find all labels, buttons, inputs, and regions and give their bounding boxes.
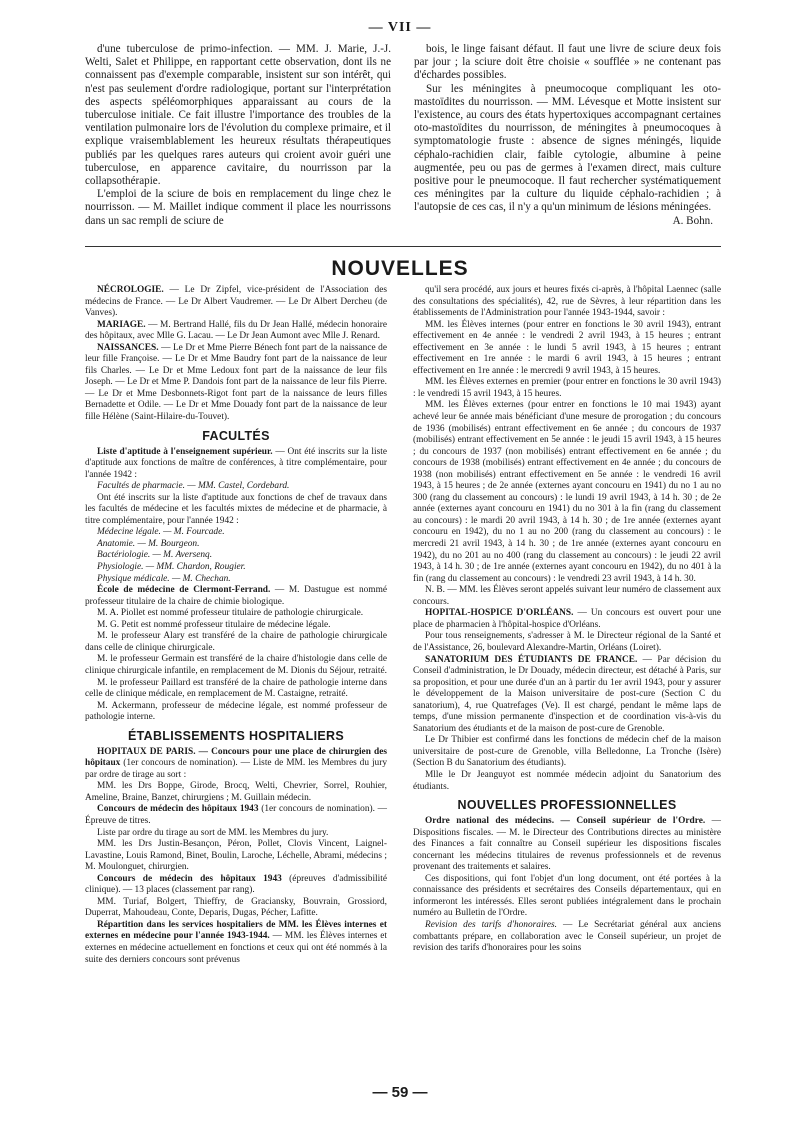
paragraph-text: (épreuves d'admissibilité clinique). — 13 places (classement par rang). <box>85 873 387 896</box>
paragraph-text: Liste par ordre du tirage au sort de MM. les Membres du jury. <box>97 827 329 838</box>
news-paragraph <box>85 828 387 840</box>
news-paragraph <box>85 285 387 320</box>
top-right-column <box>414 43 721 228</box>
lead-in-bold: MARIAGE. <box>97 319 146 330</box>
news-paragraph <box>413 585 721 608</box>
news-paragraph <box>85 701 387 724</box>
news-paragraph <box>85 320 387 343</box>
news-paragraph <box>85 574 387 586</box>
news-paragraph <box>85 804 387 827</box>
lead-in-bold: École de médecine de Clermont-Ferrand. <box>97 585 271 596</box>
article-paragraph: bois, le linge faisant défaut. Il faut une livre de sciure deux fois par jour ; la sciure doit être choisie « soufflée » ne contenant pas d'échardes possibles. <box>414 43 721 82</box>
paragraph-text: Pour tous renseignements, s'adresser à M. le Directeur régional de la Santé et de l'Assistance, 26, boulevard Alexandre-Martin, Orléans (Loiret). <box>413 631 721 653</box>
paragraph-text: — Le Dr et Mme Pierre Bénech font part de la naissance de leur fille Françoise. — Le Dr et Mme Baudry font part de la naissance de leur fils Charles. — Le Dr et Mme Ledoux font part de la naissance de leur fils Joseph. — Le Dr et Mme P. Dandois font part de la naissance de leur fils Pierre. — Le Dr et Mme Desbonnets-Rigot font part de la naissance de leurs filles Bernadette et Odile. — Le Dr et Mme Douady font part de la naissance de leur fille Hélène (Saint-Hilaire-du-Touvet). <box>85 342 387 423</box>
paragraph-text: — Un concours est ouvert pour une place de pharmacien à l'hôpital-hospice d'Orléans. <box>413 608 721 630</box>
left-news-column <box>85 285 387 966</box>
right-news-column <box>413 285 721 955</box>
paragraph-text: M. le professeur Paillard est transféré de la chaire de pathologie interne dans celle de clinique médicale, en remplacement de M. Castaigne, retraité. <box>85 677 387 700</box>
lead-in-bold: Liste d'aptitude à l'enseignement supérieur. <box>97 446 273 457</box>
paragraph-text: — M. Bertrand Hallé, fils du Dr Jean Hallé, médecin honoraire des hôpitaux, avec Mlle G. Lacau. — Le Dr Jean Aumont avec Mlle J. Renard. <box>85 319 387 342</box>
section-heading: NOUVELLES PROFESSIONNELLES <box>457 798 677 813</box>
news-paragraph <box>413 400 721 585</box>
lead-in-bold: SANATORIUM DES ÉTUDIANTS DE FRANCE. <box>425 654 638 665</box>
news-paragraph <box>413 735 721 770</box>
news-paragraph <box>413 655 721 736</box>
paragraph-text: M. le professeur Germain est transféré de la chaire d'histologie dans celle de clinique chirurgicale infantile, en remplacement de M. Dionis du Séjour, retraité. <box>85 654 387 676</box>
paragraph-text: — MM. les Élèves internes et externes en médecine actuellement en fonctions et ceux qui ont été nommés à la suite des derniers concours sont prévenus <box>85 931 387 965</box>
italic-text: Bactériologie. — M. Aversenq. <box>97 550 213 561</box>
page-number: — 59 — <box>372 1084 428 1101</box>
news-paragraph <box>413 770 721 793</box>
news-paragraph <box>85 897 387 920</box>
paragraph-text: — Par décision du Conseil d'administration, le Dr Douady, médecin directeur, est détaché à Paris, sur sa proposition, et pour une durée d'un an à partir du 1er avril 1943, pour y assurer le développement de la Maison universitaire de post-cure (Section C du sanatorium), 4, rue Quatrefages (Ve). Il est chargé, pendant le même laps de temps, d'une mission permanente d'inspection et de coordination vis-à-vis du Sanatorium des étudiants et de la maison de post-cure de Grenoble. <box>413 654 721 734</box>
paragraph-text: MM. les Élèves externes en premier (pour entrer en fonctions le 30 avril 1943) : le vendredi 15 avril 1943, à 15 heures. <box>413 377 721 399</box>
news-paragraph <box>413 631 721 654</box>
lead-in-bold: NÉCROLOGIE. <box>97 285 164 295</box>
top-left-column <box>85 43 391 228</box>
lead-in-bold: HOPITAUX DE PARIS. — Concours pour une place de chirurgien des hôpitaux <box>85 746 387 769</box>
article-paragraph: L'emploi de la sciure de bois en remplacement du linge chez le nourrisson. — M. Maillet indique comment il place les nourrissons dans un sac rempli de sciure de <box>85 188 391 227</box>
news-paragraph <box>85 539 387 551</box>
news-paragraph <box>85 874 387 897</box>
paragraph-text: — Ont été inscrits sur la liste d'aptitude aux fonctions de maître de conférences, à titre complémentaire, pour l'année 1942 : <box>85 446 388 480</box>
paragraph-text: Mlle le Dr Jeanguyot est nommée médecin adjoint du Sanatorium des étudiants. <box>413 769 721 792</box>
paragraph-text: MM. les Élèves externes (pour entrer en fonctions le 10 mai 1943) ayant achevé leur 6e année mais bénéficiant d'une mesure de prorogation ; du concours de 1936 (mobilisés) entrant effectivement en 6e année ; du concours de 1937 (mobilisés) entrant effectivement en 5e année : le jeudi 15 avril 1943, à 15 heures ; du concours de 1937 (non mobilisés) entrant effectivement en 6e année ; du concours de 1938 (mobilisés) entrant effectivement en 4e année ; du concours de 1938 (non mobilisés) entrant effectivement en 5e année : le vendredi 16 avril 1943, à 15 heures ; de 2e année (externes ayant concouru en 1941) du no 1 au no 300 (rang du classement au concours) : le lundi 19 avril 1943, à 14 h. 30 ; de 2e année (externes ayant concouru en 1941) du no 301 à la fin (rang du classement au concours) : le mardi 20 avril 1943, à 14 h. 30 ; de 1re année (externes ayant concouru en 1942), du no 1 au no 200 (rang du classement au concours) : le mercredi 21 avril 1943, à 14 h. 30 ; de 1re année (externes ayant concouru en 1942), du no 201 au no 400 (rang du classement au concours) : le jeudi 22 avril 1943, à 14 h. 30 ; de 1re année (externes ayant concouru en 1942), du no 401 à la fin (rang du classement au concours) : le vendredi 23 avril 1943, à 14 h. 30. <box>413 400 721 584</box>
paragraph-text: M. le professeur Alary est transféré de la chaire de pathologie chirurgicale dans celle de clinique chirurgicale. <box>85 631 387 653</box>
news-paragraph <box>85 585 387 608</box>
italic-text: Facultés de pharmacie. — MM. Castel, Cordebard. <box>97 481 290 492</box>
news-paragraph <box>85 839 387 874</box>
author-signature: A. Bohn. <box>672 214 713 227</box>
section-heading: ÉTABLISSEMENTS HOSPITALIERS <box>128 728 344 743</box>
news-paragraph <box>413 320 721 378</box>
news-paragraph <box>85 781 387 804</box>
article-paragraph: d'une tuberculose de primo-infection. — MM. J. Marie, J.-J. Welti, Salet et Philippe, en rapportant cette observation, dont ils ne connaissent pas d'exemple comparable, insistent sur son intérêt, qui n'est pas seulement d'ordre radiologique, portant sur l'interprétation des aspects spéléomorphiques apparaissant au cours de la tuberculose initiale. Ce fait illustre l'importance des troubles de la ventilation pulmonaire lors de l'évolution du complexe primaire, et il explique vraisemblablement les heureux résultats thérapeutiques publiés par les quelques rares auteurs qui croient avoir guéri une tuberculose, en apparence cavitaire, du nourrisson par la collapsothérapie. <box>85 43 391 188</box>
paragraph-text: Ces dispositions, qui font l'objet d'un long document, ont été portées à la connaissance des présidents et secrétaires des Conseils départementaux, qui en informeront les intéressés. Elles seront publiées intégralement dans le prochain numéro au Bulletin de l'Ordre. <box>413 873 721 919</box>
lead-in-bold: Ordre national des médecins. — Conseil supérieur de l'Ordre. <box>425 816 706 827</box>
paragraph-text: MM. les Élèves internes (pour entrer en fonctions le 30 avril 1943), entrant effectivement en 4e année : le vendredi 2 avril 1943, à 15 heures ; entrant effectivement en 3e année : le lundi 5 avril 1943, à 15 heures ; entrant effectivement en 1re année : le mardi 6 avril 1943, à 15 heures ; entrant effectivement en 1re année : le mercredi 9 avril 1943, à 15 heures. <box>413 319 721 376</box>
paragraph-text: — M. Dastugue est nommé professeur titulaire de la chaire de chimie biologique. <box>85 585 387 607</box>
section-title: NOUVELLES <box>331 257 469 280</box>
paragraph-text: M. G. Petit est nommé professeur titulaire de médecine légale. <box>97 619 331 630</box>
news-paragraph <box>413 920 721 955</box>
italic-text: Physiologie. — MM. Chardon, Rougier. <box>97 562 246 573</box>
news-paragraph <box>413 377 721 400</box>
news-paragraph <box>85 678 387 701</box>
news-paragraph <box>85 631 387 654</box>
paragraph-text: MM. les Drs Boppe, Girode, Brocq, Welti, Chevrier, Sorrel, Rouhier, Ameline, Braine, Banzet, chirurgiens ; M. Guillain médecin. <box>85 781 387 803</box>
paragraph-text: M. A. Piollet est nommé professeur titulaire de pathologie chirurgicale. <box>97 608 364 619</box>
paragraph-text: qu'il sera procédé, aux jours et heures fixés ci-après, à l'hôpital Laennec (salle des consultations des spécialités), 42, rue de Sèvres, à leur répartition dans les établissements de l'Administration pour l'année 1943-1944, savoir : <box>413 285 721 319</box>
news-paragraph <box>85 527 387 539</box>
paragraph-text: M. Ackermann, professeur de médecine légale, est nommé professeur de pathologie interne. <box>85 700 387 723</box>
divider-rule <box>85 246 721 247</box>
paragraph-text: — Le Dr Zipfel, vice-président de l'Association des médecins de France. — Le Dr Albert Vaudremer. — Le Dr Albert Dercheu (de Vanves). <box>85 285 387 319</box>
paragraph-text: MM. Turiaf, Bolgert, Thieffry, de Graciansky, Bouvrain, Grossiord, Duperrat, Mahoudeau, Conte, Deparis, Dugas, Pécher, Lafitte. <box>85 896 387 919</box>
news-paragraph <box>413 874 721 920</box>
news-paragraph <box>85 747 387 782</box>
paragraph-text: Ont été inscrits sur la liste d'aptitude aux fonctions de chef de travaux dans les facultés de médecine et les facultés mixtes de médecine et de pharmacie, à titre complémentaire, pour l'année 1942 : <box>85 492 387 526</box>
paragraph-text: (1er concours de nomination). — Liste de MM. les Membres du jury par ordre de tirage au sort : <box>85 758 387 780</box>
italic-text: Physique médicale. — M. Chechan. <box>97 573 231 584</box>
news-paragraph <box>413 608 721 631</box>
paragraph-text: (1er concours de nomination). — Épreuve de titres. <box>85 804 388 826</box>
article-paragraph: Sur les méningites à pneumocoque compliquant les oto-mastoïdites du nourrisson. — MM. Lévesque et Motte insistent sur l'existence, au cours des états hypertoxiques accompagnant certaines oto-mastoïdites du nourrisson, de méningites à pneumocoques à symptomatologie fruste : absence de signes méningés, liquide céphalo-rachidien clair, faible cytologie, albumine à peine augmentée, peu ou pas de germes à l'examen direct, mais culture positive pour le pneumocoque. Il faut rechercher systématiquement ces méningites par la culture du liquide céphalo-rachidien ; à l'autopsie de ces cas, il n'y a qu'un minimum de lésions méningées. <box>414 82 721 214</box>
news-paragraph <box>413 816 721 874</box>
news-paragraph <box>85 920 387 966</box>
paragraph-text: — Dispositions fiscales. — M. le Directeur des Contributions directes au ministère des Finances a fait connaître au Conseil supérieur les dispositions fiscales concernant les médecins titulaires de revenus professionnels et de revenus provenant des traitements et salaires. <box>413 816 722 873</box>
italic-text: Anatomie. — M. Bourgeon. <box>97 538 200 549</box>
italic-text: Médecine légale. — M. Fourcade. <box>97 527 225 538</box>
news-paragraph <box>413 285 721 320</box>
paragraph-text: MM. les Drs Justin-Besançon, Péron, Pollet, Clovis Vincent, Laignel-Lavastine, Louis Ramond, Binet, Boulin, Laroche, Léchelle, Abrami, médecins ; M. Moulonguet, chirurgien. <box>85 839 387 873</box>
lead-in-bold: HOPITAL-HOSPICE D'ORLÉANS. <box>425 608 574 619</box>
news-paragraph <box>85 493 387 528</box>
news-paragraph <box>85 654 387 677</box>
paragraph-text: N. B. — MM. les Élèves seront appelés suivant leur numéro de classement aux concours. <box>413 585 721 607</box>
lead-in-bold: NAISSANCES. <box>97 342 159 353</box>
lead-in-bold: Répartition dans les services hospitaliers de MM. les Élèves internes et externes en médecine pour l'année 1943-1944. <box>85 919 387 942</box>
news-paragraph <box>85 550 387 562</box>
lead-in-bold: Concours de médecin des hôpitaux 1943 <box>97 804 259 815</box>
page-header: — VII — <box>368 20 432 35</box>
news-paragraph <box>85 447 387 482</box>
news-paragraph <box>85 343 387 424</box>
news-paragraph <box>85 608 387 620</box>
lead-in-bold: Concours de médecin des hôpitaux 1943 <box>97 873 282 884</box>
paragraph-text: — Le Secrétariat général aux anciens combattants prépare, en collaboration avec le Conseil supérieur, un projet de revision des tarifs d'honoraires pour les soins <box>413 919 721 954</box>
paragraph-text: Le Dr Thibier est confirmé dans les fonctions de médecin chef de la maison universitaire de post-cure de Grenoble, villa Belledonne, La Tronche (Isère) (Section B du Sanatorium des étudiants). <box>413 735 721 769</box>
italic-text: Revision des tarifs d'honoraires. <box>425 919 557 930</box>
news-paragraph <box>85 481 387 493</box>
news-paragraph <box>85 620 387 632</box>
section-heading: FACULTÉS <box>202 428 270 443</box>
news-paragraph <box>85 562 387 574</box>
